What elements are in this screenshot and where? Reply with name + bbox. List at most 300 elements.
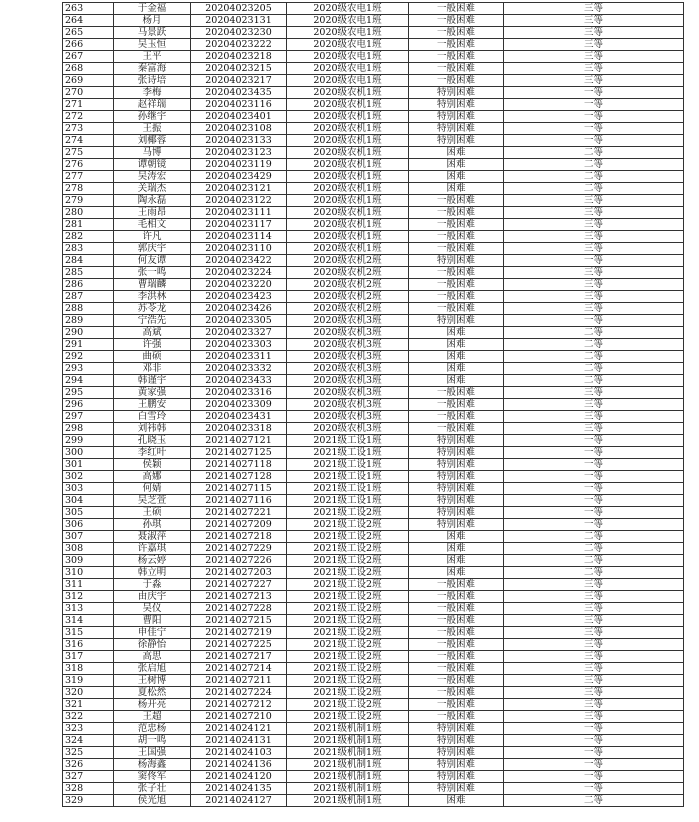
aid-grade-cell: 三等 xyxy=(504,75,684,87)
student-id-cell: 20204023318 xyxy=(191,423,287,435)
class-name-cell: 2021级工设1班 xyxy=(287,495,409,507)
table-row xyxy=(63,99,684,111)
table-row xyxy=(63,171,684,183)
student-name-cell: 由庆宇 xyxy=(114,591,191,603)
student-id-cell: 20204023215 xyxy=(191,63,287,75)
student-id-cell: 20204023316 xyxy=(191,387,287,399)
table-row xyxy=(63,15,684,27)
table-row xyxy=(63,543,684,555)
difficulty-level-cell: 困难 xyxy=(409,159,504,171)
difficulty-level-cell: 困难 xyxy=(409,183,504,195)
aid-grade-cell: 一等 xyxy=(504,435,684,447)
row-number-cell: 304 xyxy=(63,495,114,507)
class-name-cell: 2020级农机1班 xyxy=(287,87,409,99)
difficulty-level-cell: 一般困难 xyxy=(409,63,504,75)
student-name-cell: 张诗培 xyxy=(114,75,191,87)
row-number-cell: 309 xyxy=(63,555,114,567)
student-name-cell: 王平 xyxy=(114,51,191,63)
student-name-cell: 王雨昂 xyxy=(114,207,191,219)
student-name-cell: 黄家强 xyxy=(114,387,191,399)
table-row xyxy=(63,411,684,423)
student-id-cell: 20204023114 xyxy=(191,231,287,243)
row-number-cell: 277 xyxy=(63,171,114,183)
difficulty-level-cell: 困难 xyxy=(409,171,504,183)
difficulty-level-cell: 特别困难 xyxy=(409,99,504,111)
row-number-cell: 329 xyxy=(63,795,114,807)
student-id-cell: 20204023332 xyxy=(191,363,287,375)
student-id-cell: 20204023429 xyxy=(191,171,287,183)
aid-grade-cell: 二等 xyxy=(504,159,684,171)
difficulty-level-cell: 一般困难 xyxy=(409,387,504,399)
student-name-cell: 谭朝镜 xyxy=(114,159,191,171)
class-name-cell: 2021级工设2班 xyxy=(287,579,409,591)
student-name-cell: 王振 xyxy=(114,123,191,135)
row-number-cell: 318 xyxy=(63,663,114,675)
student-name-cell: 王硕 xyxy=(114,507,191,519)
row-number-cell: 266 xyxy=(63,39,114,51)
class-name-cell: 2021级工设1班 xyxy=(287,447,409,459)
row-number-cell: 278 xyxy=(63,183,114,195)
row-number-cell: 263 xyxy=(63,3,114,15)
aid-grade-cell: 三等 xyxy=(504,15,684,27)
student-id-cell: 20214027209 xyxy=(191,519,287,531)
row-number-cell: 326 xyxy=(63,759,114,771)
class-name-cell: 2020级农机3班 xyxy=(287,339,409,351)
table-row xyxy=(63,795,684,807)
student-id-cell: 20204023305 xyxy=(191,315,287,327)
table-row xyxy=(63,711,684,723)
student-id-cell: 20214027217 xyxy=(191,651,287,663)
difficulty-level-cell: 困难 xyxy=(409,339,504,351)
class-name-cell: 2021级工设2班 xyxy=(287,531,409,543)
aid-grade-cell: 二等 xyxy=(504,147,684,159)
student-name-cell: 何友谭 xyxy=(114,255,191,267)
difficulty-level-cell: 特别困难 xyxy=(409,759,504,771)
student-id-cell: 20204023220 xyxy=(191,279,287,291)
row-number-cell: 267 xyxy=(63,51,114,63)
student-id-cell: 20214027226 xyxy=(191,555,287,567)
difficulty-level-cell: 一般困难 xyxy=(409,51,504,63)
aid-grade-cell: 二等 xyxy=(504,795,684,807)
student-id-cell: 20214024131 xyxy=(191,735,287,747)
class-name-cell: 2020级农机3班 xyxy=(287,411,409,423)
student-id-cell: 20214027211 xyxy=(191,675,287,687)
difficulty-level-cell: 特别困难 xyxy=(409,135,504,147)
student-name-cell: 高斌 xyxy=(114,327,191,339)
row-number-cell: 323 xyxy=(63,723,114,735)
aid-grade-cell: 二等 xyxy=(504,543,684,555)
table-row xyxy=(63,447,684,459)
difficulty-level-cell: 困难 xyxy=(409,543,504,555)
aid-grade-cell: 三等 xyxy=(504,267,684,279)
student-name-cell: 宁浩先 xyxy=(114,315,191,327)
aid-grade-cell: 二等 xyxy=(504,327,684,339)
difficulty-level-cell: 一般困难 xyxy=(409,231,504,243)
table-row xyxy=(63,231,684,243)
student-id-cell: 20214027218 xyxy=(191,531,287,543)
student-id-cell: 20214027118 xyxy=(191,459,287,471)
student-name-cell: 高娜 xyxy=(114,471,191,483)
row-number-cell: 282 xyxy=(63,231,114,243)
student-id-cell: 20214027221 xyxy=(191,507,287,519)
row-number-cell: 287 xyxy=(63,291,114,303)
aid-grade-cell: 一等 xyxy=(504,759,684,771)
row-number-cell: 302 xyxy=(63,471,114,483)
student-aid-list-sheet xyxy=(62,2,683,807)
difficulty-level-cell: 困难 xyxy=(409,555,504,567)
table-row xyxy=(63,783,684,795)
row-number-cell: 273 xyxy=(63,123,114,135)
class-name-cell: 2020级农机3班 xyxy=(287,327,409,339)
class-name-cell: 2020级农机1班 xyxy=(287,219,409,231)
aid-grade-cell: 一等 xyxy=(504,99,684,111)
student-id-cell: 20204023117 xyxy=(191,219,287,231)
row-number-cell: 291 xyxy=(63,339,114,351)
student-name-cell: 吴仪 xyxy=(114,603,191,615)
difficulty-level-cell: 特别困难 xyxy=(409,783,504,795)
aid-grade-cell: 二等 xyxy=(504,351,684,363)
class-name-cell: 2021级机制1班 xyxy=(287,771,409,783)
table-row xyxy=(63,639,684,651)
aid-grade-cell: 三等 xyxy=(504,39,684,51)
difficulty-level-cell: 特别困难 xyxy=(409,723,504,735)
table-row xyxy=(63,255,684,267)
student-name-cell: 孙琪 xyxy=(114,519,191,531)
student-id-cell: 20214024121 xyxy=(191,723,287,735)
aid-grade-cell: 一等 xyxy=(504,519,684,531)
difficulty-level-cell: 一般困难 xyxy=(409,207,504,219)
table-row xyxy=(63,687,684,699)
difficulty-level-cell: 困难 xyxy=(409,795,504,807)
class-name-cell: 2020级农机2班 xyxy=(287,267,409,279)
student-name-cell: 于淼 xyxy=(114,579,191,591)
class-name-cell: 2021级工设1班 xyxy=(287,459,409,471)
row-number-cell: 279 xyxy=(63,195,114,207)
student-id-cell: 20204023122 xyxy=(191,195,287,207)
row-number-cell: 307 xyxy=(63,531,114,543)
student-id-cell: 20204023431 xyxy=(191,411,287,423)
student-id-cell: 20214027116 xyxy=(191,495,287,507)
row-number-cell: 272 xyxy=(63,111,114,123)
student-id-cell: 20214027214 xyxy=(191,663,287,675)
table-row xyxy=(63,195,684,207)
class-name-cell: 2020级农电1班 xyxy=(287,63,409,75)
class-name-cell: 2021级工设2班 xyxy=(287,555,409,567)
difficulty-level-cell: 一般困难 xyxy=(409,219,504,231)
student-id-cell: 20214024103 xyxy=(191,747,287,759)
difficulty-level-cell: 一般困难 xyxy=(409,291,504,303)
aid-grade-cell: 一等 xyxy=(504,255,684,267)
class-name-cell: 2020级农电1班 xyxy=(287,3,409,15)
row-number-cell: 286 xyxy=(63,279,114,291)
difficulty-level-cell: 特别困难 xyxy=(409,87,504,99)
row-number-cell: 269 xyxy=(63,75,114,87)
student-id-cell: 20214027121 xyxy=(191,435,287,447)
table-row xyxy=(63,363,684,375)
difficulty-level-cell: 特别困难 xyxy=(409,435,504,447)
row-number-cell: 275 xyxy=(63,147,114,159)
class-name-cell: 2021级工设2班 xyxy=(287,615,409,627)
difficulty-level-cell: 特别困难 xyxy=(409,483,504,495)
class-name-cell: 2021级工设2班 xyxy=(287,603,409,615)
class-name-cell: 2020级农机1班 xyxy=(287,123,409,135)
table-row xyxy=(63,771,684,783)
aid-grade-cell: 一等 xyxy=(504,87,684,99)
table-row xyxy=(63,759,684,771)
student-id-cell: 20214024135 xyxy=(191,783,287,795)
row-number-cell: 276 xyxy=(63,159,114,171)
student-name-cell: 曲硕 xyxy=(114,351,191,363)
class-name-cell: 2020级农机1班 xyxy=(287,243,409,255)
difficulty-level-cell: 一般困难 xyxy=(409,3,504,15)
table-row xyxy=(63,339,684,351)
class-name-cell: 2021级工设2班 xyxy=(287,663,409,675)
student-id-cell: 20204023108 xyxy=(191,123,287,135)
row-number-cell: 265 xyxy=(63,27,114,39)
table-row xyxy=(63,111,684,123)
row-number-cell: 313 xyxy=(63,603,114,615)
row-number-cell: 324 xyxy=(63,735,114,747)
class-name-cell: 2021级工设2班 xyxy=(287,651,409,663)
difficulty-level-cell: 特别困难 xyxy=(409,747,504,759)
table-row xyxy=(63,291,684,303)
student-id-cell: 20204023110 xyxy=(191,243,287,255)
difficulty-level-cell: 一般困难 xyxy=(409,15,504,27)
difficulty-level-cell: 困难 xyxy=(409,375,504,387)
aid-grade-cell: 三等 xyxy=(504,579,684,591)
row-number-cell: 314 xyxy=(63,615,114,627)
table-row xyxy=(63,567,684,579)
student-name-cell: 曹阳 xyxy=(114,615,191,627)
table-row xyxy=(63,279,684,291)
aid-grade-cell: 一等 xyxy=(504,135,684,147)
row-number-cell: 285 xyxy=(63,267,114,279)
student-id-cell: 20214027224 xyxy=(191,687,287,699)
row-number-cell: 290 xyxy=(63,327,114,339)
student-id-cell: 20214027210 xyxy=(191,711,287,723)
table-row xyxy=(63,207,684,219)
row-number-cell: 321 xyxy=(63,699,114,711)
aid-grade-cell: 二等 xyxy=(504,531,684,543)
student-id-cell: 20204023218 xyxy=(191,51,287,63)
row-number-cell: 298 xyxy=(63,423,114,435)
difficulty-level-cell: 一般困难 xyxy=(409,591,504,603)
student-name-cell: 许强 xyxy=(114,339,191,351)
difficulty-level-cell: 困难 xyxy=(409,531,504,543)
row-number-cell: 294 xyxy=(63,375,114,387)
table-body xyxy=(63,3,684,807)
table-row xyxy=(63,627,684,639)
class-name-cell: 2020级农电1班 xyxy=(287,75,409,87)
row-number-cell: 328 xyxy=(63,783,114,795)
table-row xyxy=(63,315,684,327)
row-number-cell: 308 xyxy=(63,543,114,555)
student-name-cell: 王树博 xyxy=(114,675,191,687)
table-row xyxy=(63,351,684,363)
aid-grade-cell: 一等 xyxy=(504,771,684,783)
difficulty-level-cell: 一般困难 xyxy=(409,27,504,39)
aid-grade-cell: 二等 xyxy=(504,375,684,387)
student-id-cell: 20204023435 xyxy=(191,87,287,99)
student-id-cell: 20214027215 xyxy=(191,615,287,627)
table-row xyxy=(63,387,684,399)
student-id-cell: 20204023123 xyxy=(191,147,287,159)
aid-grade-cell: 三等 xyxy=(504,291,684,303)
difficulty-level-cell: 一般困难 xyxy=(409,675,504,687)
table-row xyxy=(63,267,684,279)
row-number-cell: 264 xyxy=(63,15,114,27)
aid-grade-cell: 一等 xyxy=(504,783,684,795)
student-name-cell: 李梅 xyxy=(114,87,191,99)
row-number-cell: 320 xyxy=(63,687,114,699)
aid-grade-cell: 三等 xyxy=(504,711,684,723)
aid-grade-cell: 一等 xyxy=(504,495,684,507)
row-number-cell: 295 xyxy=(63,387,114,399)
student-name-cell: 赵祥瑞 xyxy=(114,99,191,111)
student-id-cell: 20204023426 xyxy=(191,303,287,315)
table-row xyxy=(63,87,684,99)
row-number-cell: 284 xyxy=(63,255,114,267)
student-name-cell: 邓非 xyxy=(114,363,191,375)
class-name-cell: 2020级农机3班 xyxy=(287,387,409,399)
student-name-cell: 刘祎韩 xyxy=(114,423,191,435)
student-id-cell: 20204023131 xyxy=(191,15,287,27)
aid-grade-cell: 三等 xyxy=(504,279,684,291)
student-name-cell: 张一鸣 xyxy=(114,267,191,279)
table-row xyxy=(63,663,684,675)
class-name-cell: 2021级工设2班 xyxy=(287,699,409,711)
difficulty-level-cell: 一般困难 xyxy=(409,651,504,663)
student-name-cell: 张子壮 xyxy=(114,783,191,795)
class-name-cell: 2020级农机1班 xyxy=(287,183,409,195)
table-row xyxy=(63,507,684,519)
difficulty-level-cell: 一般困难 xyxy=(409,627,504,639)
aid-grade-cell: 二等 xyxy=(504,555,684,567)
aid-grade-cell: 一等 xyxy=(504,459,684,471)
student-name-cell: 吴玉恒 xyxy=(114,39,191,51)
difficulty-level-cell: 困难 xyxy=(409,567,504,579)
student-id-cell: 20204023119 xyxy=(191,159,287,171)
difficulty-level-cell: 一般困难 xyxy=(409,39,504,51)
aid-grade-cell: 三等 xyxy=(504,387,684,399)
class-name-cell: 2020级农机1班 xyxy=(287,135,409,147)
table-row xyxy=(63,183,684,195)
class-name-cell: 2020级农机2班 xyxy=(287,291,409,303)
class-name-cell: 2021级工设2班 xyxy=(287,687,409,699)
class-name-cell: 2020级农机2班 xyxy=(287,255,409,267)
student-name-cell: 何婧 xyxy=(114,483,191,495)
class-name-cell: 2021级工设2班 xyxy=(287,627,409,639)
student-id-cell: 20214024127 xyxy=(191,795,287,807)
student-id-cell: 20204023433 xyxy=(191,375,287,387)
row-number-cell: 325 xyxy=(63,747,114,759)
class-name-cell: 2021级工设1班 xyxy=(287,471,409,483)
student-id-cell: 20204023401 xyxy=(191,111,287,123)
table-row xyxy=(63,51,684,63)
aid-grade-cell: 三等 xyxy=(504,675,684,687)
student-name-cell: 王鹏安 xyxy=(114,399,191,411)
table-row xyxy=(63,27,684,39)
table-row xyxy=(63,591,684,603)
student-id-cell: 20204023311 xyxy=(191,351,287,363)
row-number-cell: 281 xyxy=(63,219,114,231)
row-number-cell: 292 xyxy=(63,351,114,363)
aid-grade-cell: 三等 xyxy=(504,303,684,315)
student-id-cell: 20204023422 xyxy=(191,255,287,267)
student-id-cell: 20204023230 xyxy=(191,27,287,39)
aid-grade-cell: 三等 xyxy=(504,51,684,63)
student-id-cell: 20214027203 xyxy=(191,567,287,579)
row-number-cell: 289 xyxy=(63,315,114,327)
class-name-cell: 2020级农机3班 xyxy=(287,363,409,375)
class-name-cell: 2021级工设2班 xyxy=(287,507,409,519)
difficulty-level-cell: 特别困难 xyxy=(409,507,504,519)
table-row xyxy=(63,735,684,747)
class-name-cell: 2020级农机1班 xyxy=(287,159,409,171)
aid-grade-cell: 三等 xyxy=(504,231,684,243)
class-name-cell: 2020级农机3班 xyxy=(287,375,409,387)
class-name-cell: 2021级工设2班 xyxy=(287,543,409,555)
aid-grade-cell: 三等 xyxy=(504,615,684,627)
student-id-cell: 20204023224 xyxy=(191,267,287,279)
difficulty-level-cell: 困难 xyxy=(409,351,504,363)
table-row xyxy=(63,579,684,591)
aid-grade-cell: 三等 xyxy=(504,639,684,651)
student-name-cell: 侯颖 xyxy=(114,459,191,471)
student-id-cell: 20214027213 xyxy=(191,591,287,603)
student-id-cell: 20214027227 xyxy=(191,579,287,591)
class-name-cell: 2021级机制1班 xyxy=(287,759,409,771)
class-name-cell: 2021级工设2班 xyxy=(287,591,409,603)
difficulty-level-cell: 一般困难 xyxy=(409,279,504,291)
aid-grade-cell: 二等 xyxy=(504,339,684,351)
difficulty-level-cell: 一般困难 xyxy=(409,411,504,423)
difficulty-level-cell: 特别困难 xyxy=(409,459,504,471)
student-name-cell: 李红叶 xyxy=(114,447,191,459)
aid-grade-cell: 三等 xyxy=(504,63,684,75)
aid-grade-cell: 三等 xyxy=(504,27,684,39)
difficulty-level-cell: 一般困难 xyxy=(409,423,504,435)
student-name-cell: 徐静怡 xyxy=(114,639,191,651)
table-row xyxy=(63,327,684,339)
class-name-cell: 2021级工设2班 xyxy=(287,639,409,651)
difficulty-level-cell: 一般困难 xyxy=(409,711,504,723)
difficulty-level-cell: 特别困难 xyxy=(409,471,504,483)
row-number-cell: 296 xyxy=(63,399,114,411)
difficulty-level-cell: 一般困难 xyxy=(409,75,504,87)
table-row xyxy=(63,243,684,255)
table-row xyxy=(63,303,684,315)
table-row xyxy=(63,519,684,531)
class-name-cell: 2021级机制1班 xyxy=(287,735,409,747)
row-number-cell: 305 xyxy=(63,507,114,519)
aid-grade-cell: 三等 xyxy=(504,687,684,699)
class-name-cell: 2021级工设2班 xyxy=(287,711,409,723)
student-id-cell: 20204023327 xyxy=(191,327,287,339)
student-name-cell: 毛相文 xyxy=(114,219,191,231)
class-name-cell: 2021级机制1班 xyxy=(287,783,409,795)
class-name-cell: 2020级农机1班 xyxy=(287,171,409,183)
aid-grade-cell: 三等 xyxy=(504,603,684,615)
difficulty-level-cell: 一般困难 xyxy=(409,303,504,315)
table-row xyxy=(63,135,684,147)
student-name-cell: 刘椰蓉 xyxy=(114,135,191,147)
difficulty-level-cell: 一般困难 xyxy=(409,603,504,615)
student-id-cell: 20204023205 xyxy=(191,3,287,15)
student-name-cell: 杨开亮 xyxy=(114,699,191,711)
aid-grade-cell: 一等 xyxy=(504,111,684,123)
aid-grade-cell: 一等 xyxy=(504,483,684,495)
